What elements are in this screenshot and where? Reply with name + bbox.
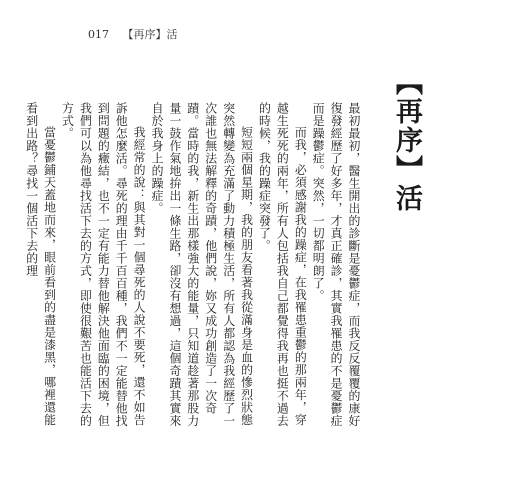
paragraph-3: 短短兩個星期，我的朋友看著我從滿身是血的慘烈狀態突然轉變為充滿了動力積極生活，所有人都認為我經歷了一次誰也無法解釋的奇蹟，他們說，妳又成功創造了一次奇蹟。當時的我，新生出那樣強大的能量，只知道趁著那股力量一鼓作氣地拚出一條生路，卻沒有想過，這個奇蹟其實來自於我身上的躁症。 <box>150 102 254 427</box>
paragraph-2: 而我，必須感謝我的躁症，在我罹患重鬱的那兩年，穿越生死死的兩年，所有人包括我自己都覺得我再也挺不過去的時候，我的躁症突發了。 <box>257 102 308 427</box>
running-header-title: 【再序】活 <box>122 28 178 41</box>
running-header <box>88 26 178 42</box>
body-text <box>24 102 362 432</box>
paragraph-4: 我經常的說：與其對一個尋死的人說不要死，還不如告訴他怎麼活。尋死的理由千千百百種，我們不一定能替他找到問題的癥結，也不一定有能力替他解決他面臨的困境，但我們可以為他尋找活下去的方式，即使很艱苦也能活下去的方式。 <box>60 102 147 427</box>
page-number: 017 <box>88 28 109 41</box>
chapter-title: 【再序】活 <box>391 68 422 213</box>
paragraph-1: 最初最初，醫生開出的診斷是憂鬱症，而我反反覆覆的康好復發經歷了好多年，才真正確診，其實我罹患的不是憂鬱症而是躁鬱症。突然，一切都明朗了。 <box>311 102 361 427</box>
paragraph-5: 當憂鬱鋪天蓋地而來，眼前看到的盡是漆黑，哪裡還能看到出路？尋找一個活下去的理 <box>24 102 57 426</box>
